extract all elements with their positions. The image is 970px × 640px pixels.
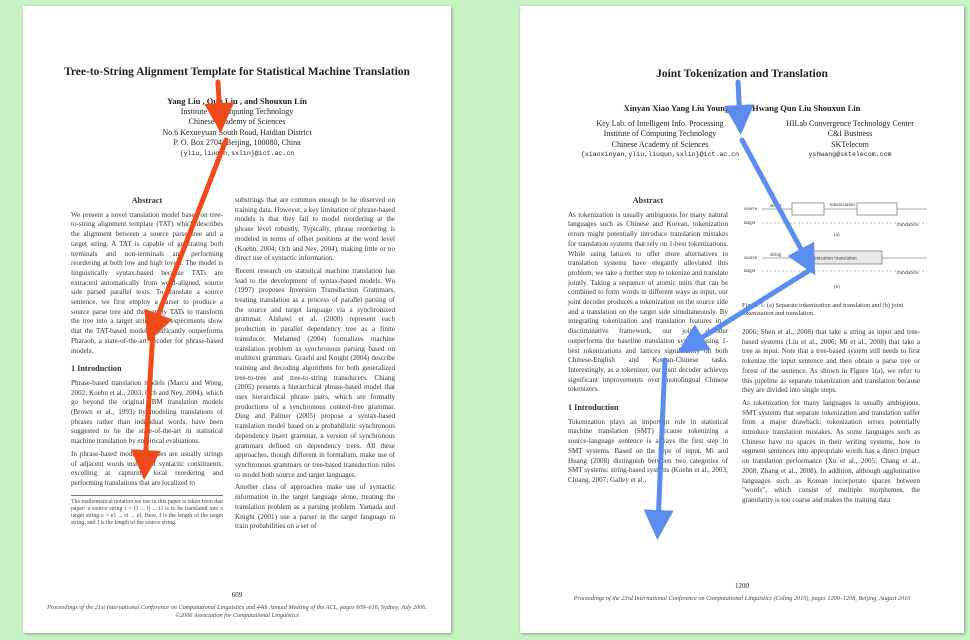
right-paper-authors: Xinyan Xiao Yang Liu Young-Sook Hwang Qun Liu Shouxun Lin (623, 103, 861, 113)
translator-box (857, 203, 897, 215)
affil-line: Institute of Computing Technology (603, 129, 717, 139)
affil-email: yshwang@sktelecom.com (808, 151, 892, 159)
fig-label-string-b: string (770, 253, 782, 258)
fig-label-target-b: target (744, 269, 756, 274)
right-paper-affiliation-2 (760, 119, 940, 161)
intro-heading: 1 Introduction (71, 364, 122, 374)
affil-line: No.6 Kexueyuan South Road, Haidian District (162, 127, 312, 137)
body-paragraph: 2006; Shen et al., 2008) that take a string as input and tree-based systems (Liu et al., 2006; Mi et al., 2008) that take a tree as input. Note that a tree-based system still needs to first tokenize the input sentence and then obtain a parse tree or forest of the sentence. As shown in Figure 1(a), we refer to this pipeline as separate tokenization and translation because they are divided into single steps. (742, 328, 920, 395)
fig-label-source-b: source (744, 256, 758, 261)
figure-1-caption: Figure 1: (a) Separate tokenization and translation and (b) joint tokenization and translation. (742, 302, 904, 317)
fig-label-panel-a: (a) (834, 233, 840, 238)
fig-label-translation-b: translation (897, 271, 919, 276)
affil-line: P. O. Box 2704, Beijing, 100080, China (173, 138, 301, 148)
intro-paragraph: Tokenization plays an important role in statistical machine translation (SMT) because tokenizing a source-language sentence is always the first step in SMT systems. Based on the type of input, Mi and Huang (2008) distinguish between two categories of SMT systems: string-based systems (Koehn et al., 2003; Chiang, 2007; Galley et al., (568, 417, 728, 484)
page-number: 609 (231, 591, 243, 599)
affil-line: C&I Business (827, 129, 873, 139)
right-paper-page (520, 6, 964, 633)
right-paper-title: Joint Tokenization and Translation (656, 68, 828, 80)
figure-1-diagram (742, 196, 932, 296)
fig-label-tokenization: tokenization (830, 203, 855, 208)
abstract-heading: Abstract (131, 196, 163, 205)
fig-label-translation: translation (897, 223, 919, 228)
left-paper-emails: {yliu,liuqun,sxlin}@ict.ac.cn (179, 149, 295, 157)
left-paper-affiliation (23, 107, 451, 159)
left-paper-title: Tree-to-String Alignment Template for Statistical Machine Translation (64, 66, 410, 78)
abstract-heading: Abstract (632, 196, 664, 205)
intro-paragraph: In phrase-based models, phrases are usually strings of adjacent words instead of syntactic constituents, excelling at capturing local reordering and performing translations that are localized to (71, 449, 223, 487)
fig-label-combined: tokenization+translation (808, 256, 857, 262)
tokenizer-box (792, 203, 824, 215)
body-paragraph: Another class of approaches make use of syntactic information in the target language alone, treating the translation problem as a parsing problem. Yamada and Knight (2001) use a parser in the target language to train probabilities on a set of (235, 483, 395, 531)
intro-paragraph: Phrase-based translation models (Marcu and Wong, 2002; Koehn et al., 2003; Och and Ney, 2004), which go beyond the original IBM translation models (Brown et al., 1993) by modeling translations of phrases rather than individual words, have been suggested to be the state-of-the-art in statistical machine translation by empirical evaluations. (71, 378, 223, 446)
fig-label-string: string (770, 204, 782, 209)
affil-line: Chinese Academy of Sciences (611, 139, 709, 149)
footnote: The mathematical notation we use in this paper is taken from that paper: a source string f = f1 ... fj ... fJ is to be translated into a target string e = e1 ... ei ... eI. Here, I is the length of the target string, and J is the length of the source string. (71, 495, 223, 528)
left-paper-authors: Yang Liu , Qun Liu , and Shouxun Lin (167, 96, 307, 106)
page-number: 1200 (735, 582, 749, 590)
body-paragraph: As tokenization for many languages is usually ambiguous, SMT systems that separate tokenization and translation suffer from a major drawback: tokenization errors potentially introduce translation mistakes. As some languages such as Chinese have no spaces in their writing systems, how to segment sentences into appropriate words has a direct impact on translation performance (Xu et al., 2005; Chang et al., 2008; Zhang et al., 2008). In addition, although agglutinative languages such as Korean incorporate spaces between "words", which consist of multiple morphemes, the granularity is too coarse and makes the training data (742, 398, 920, 504)
fig-label-source: source (744, 207, 758, 212)
affil-email: {xiaoxinyan,yliu,liuqun,sxlin}@ict.ac.cn (580, 151, 740, 159)
fig-label-panel-b: (b) (834, 285, 840, 290)
affil-line: HILab Convergence Technology Center (786, 119, 914, 128)
abstract-text: As tokenization is usually ambiguous for many natural languages such as Chinese and Korean, tokenization errors might potentially introduce translation mistakes for translation systems that rely on 1-best tokenizations. While using lattices to offer more alternatives to translation systems have elegantly alleviated this problem, we take a further step to tokenize and translate jointly. Taking a sequence of atomic units that can be combined to form words in different ways as input, our joint decoder produces a tokenization on the source side and a translation on the target side simultaneously. By integrating tokenization and translation features in a discriminative framework, our joint decoder outperforms the baseline translation systems using 1-best tokenizations and lattices significantly on both Chinese-English and Korean-Chinese tasks. Interestingly, as a tokenizer, our joint decoder achieves significant improvements over monolingual Chinese tokenizers. (568, 210, 728, 394)
intro-heading: 1 Introduction (568, 403, 619, 413)
affil-line: Chinese Academy of Sciences (188, 117, 286, 127)
affil-line: Institute of Computing Technology (180, 107, 294, 116)
left-paper-page (23, 6, 451, 633)
affil-line: SKTelecom (831, 139, 869, 149)
right-paper-affiliation-1 (560, 119, 760, 161)
body-paragraph: substrings that are common enough to be observed on training data. However, a key limitation of phrase-based models is that they fail to model reordering at the phrase level robustly. Typically, phrase reordering is modeled in terms of offset positions at the word level (Koehn, 2004; Och and Ney, 2004), making little or no direct use of syntactic information. (235, 196, 395, 263)
right-paper-column-2 (742, 328, 920, 509)
body-paragraph: Recent research on statistical machine translation has lead to the development of syntax-based models. Wu (1997) proposes Inversion Transduction Grammars, treating translation as a process of parallel parsing of the source and target language via a synchronized grammar. Alshawi et al. (2000) represent each production in parallel dependency tree as a finite transducer. Melamed (2004) formalizes machine translation problem as synchronous parsing based on multitext grammars. Graehl and Knight (2004) describe training and decoding algorithms for both generalized tree-to-tree and tree-to-string transducers. Chiang (2005) presents a hierarchical phrase-based model that uses hierarchical phrase pairs, which are formally productions of a synchronous context-free grammar. Ding and Palmer (2005) propose a syntax-based translation model based on a probabilistic synchronous dependency insert grammar, a version of synchronous grammars defined on dependency trees. All these approaches, though different in formalism, make use of synchronous grammars or tree-based transduction rules to model both source and target languages. (235, 266, 395, 479)
proceedings-footer: Proceedings of the 21st International Conference on Computational Linguistics and 44th Annual Meeting of the ACL, pages 609–616, Sydney, July 2006. ©2006 Association for Computational Linguistics (47, 604, 427, 619)
fig-label-target: target (744, 221, 756, 226)
right-paper-column-1 (568, 196, 728, 489)
left-paper-column-1 (71, 196, 223, 528)
abstract-text: We present a novel translation model based on tree-to-string alignment template (TAT) which describes the alignment between a source parse tree and a target string. A TAT is capable of generating both terminals and non-terminals and performing reordering at both low and high levels. The model is linguistically syntax-based because TATs are extracted automatically from word-aligned, source side parsed parallel texts. To translate a source sentence, we first employ a parser to produce a source parse tree and then apply TATs to transform the tree into a target string. Our experiments show that the TAT-based model significantly outperforms Pharaoh, a state-of-the-art decoder for phrase-based models. (71, 210, 223, 355)
left-paper-column-2 (235, 196, 395, 535)
affil-line: Key Lab. of Intelligent Info. Processing (596, 119, 724, 128)
proceedings-footer: Proceedings of the 23rd International Conference on Computational Linguistics (Coling 2010), pages 1200–1208, Beijing, August 2010 (573, 595, 911, 602)
